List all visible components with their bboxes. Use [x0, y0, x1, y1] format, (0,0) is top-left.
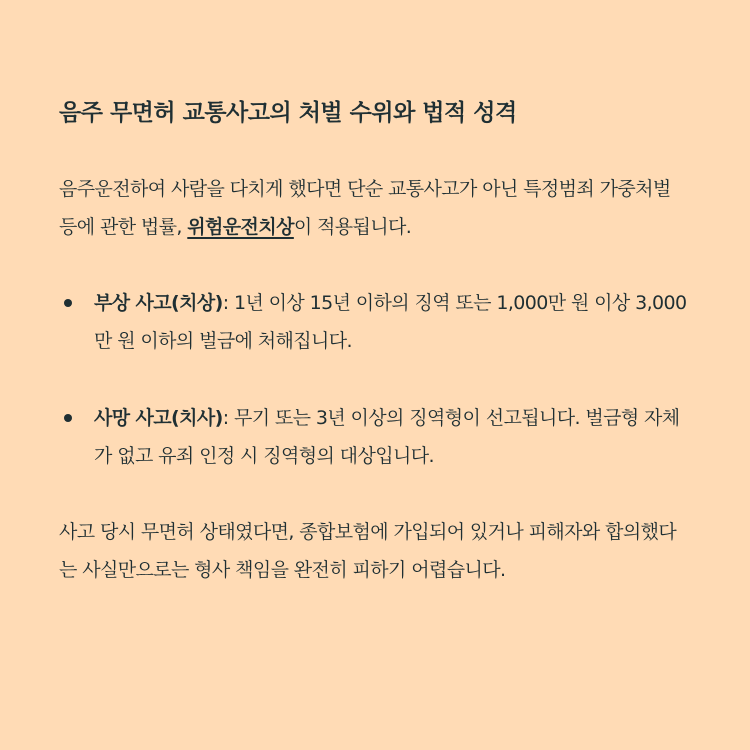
page-title: 음주 무면허 교통사고의 처벌 수위와 법적 성격: [59, 100, 517, 126]
list-item-label: 사망 사고(치사): [94, 407, 223, 429]
bullet-dot-icon: [64, 414, 72, 422]
law-term-link[interactable]: 위험운전치상: [187, 216, 294, 238]
intro-text-end: 이 적용됩니다.: [293, 216, 412, 238]
list-item-injury: [59, 284, 692, 360]
intro-text: 음주운전하여 사람을 다치게 했다면 단순 교통사고가 아닌 특정범죄 가중처벌 등에 관한 법률,: [59, 178, 671, 238]
bullet-dot-icon: [64, 299, 72, 307]
list-item-text: : 1년 이상 15년 이하의 징역 또는 1,000만 원 이상 3,000만 원 이하의 벌금에 처해집니다.: [94, 292, 687, 352]
penalty-list: [59, 284, 692, 475]
closing-paragraph: 사고 당시 무면허 상태였다면, 종합보험에 가입되어 있거나 피해자와 합의했다는 사실만으로는 형사 책임을 완전히 피하기 어렵습니다.: [59, 521, 677, 581]
list-item-text: : 무기 또는 3년 이상의 징역형이 선고됩니다. 벌금형 자체가 없고 유죄 인정 시 징역형의 대상입니다.: [94, 407, 680, 467]
intro-paragraph: [59, 170, 692, 246]
list-item-death: [59, 399, 692, 475]
list-item-label: 부상 사고(치상): [94, 292, 223, 314]
